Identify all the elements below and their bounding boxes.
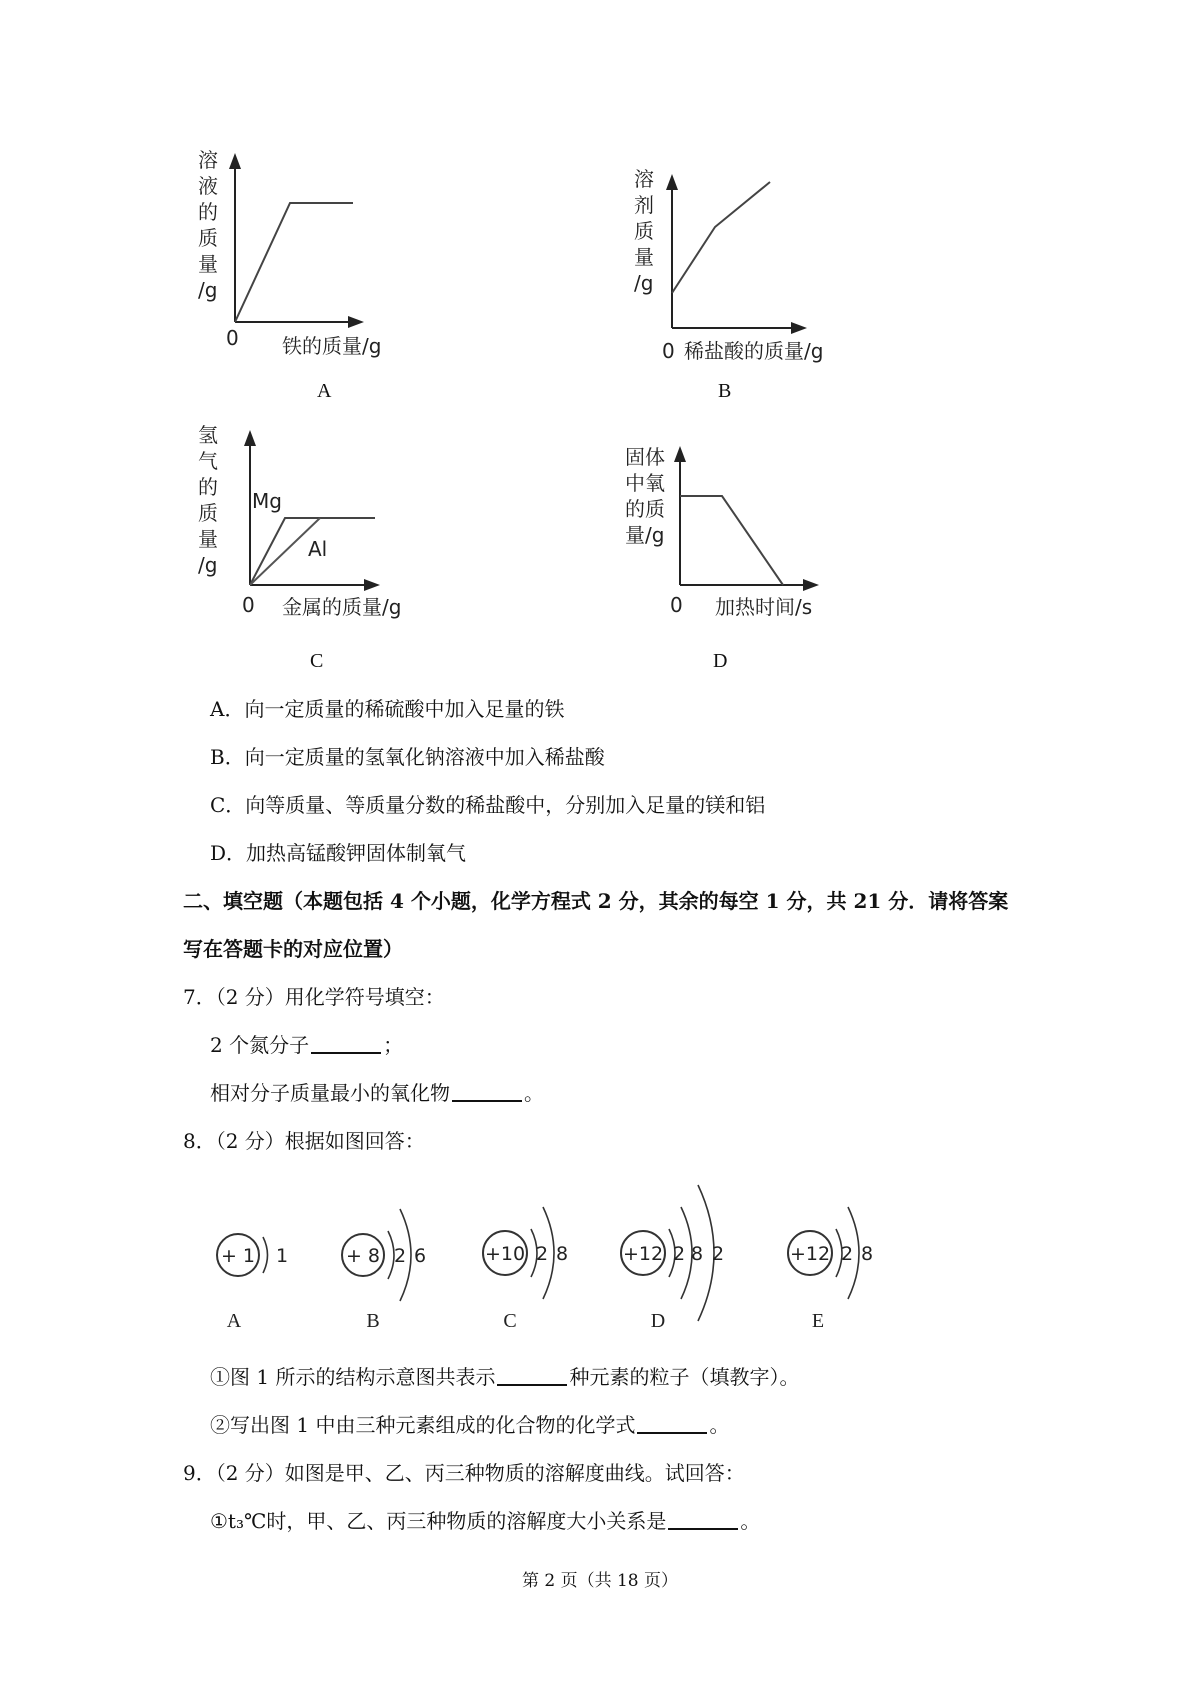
option-c: C．向等质量、等质量分数的稀盐酸中，分别加入足量的镁和铝 — [210, 793, 766, 817]
atom-c — [483, 1207, 568, 1332]
xlabel: 金属的质量/g — [282, 595, 402, 619]
x-axis-arrow — [803, 579, 819, 591]
atom-label: D — [650, 1310, 666, 1332]
ylabel-char: 量 — [198, 252, 218, 276]
answer-blank[interactable] — [311, 1034, 381, 1054]
shell-count: 8 — [861, 1243, 874, 1265]
ylabel-line: 固体 — [625, 445, 665, 469]
shell-count: 1 — [276, 1245, 289, 1267]
graph-b — [630, 160, 860, 380]
origin-label: 0 — [662, 339, 675, 363]
answer-blank[interactable] — [497, 1366, 567, 1386]
shell-count: 6 — [414, 1245, 427, 1267]
graph-d-caption: D — [713, 650, 728, 672]
y-axis-arrow — [229, 153, 241, 169]
ylabel-char: 液 — [198, 174, 218, 198]
xlabel: 稀盐酸的质量/g — [684, 339, 824, 363]
atom-structure-diagram — [200, 1175, 900, 1345]
answer-blank[interactable] — [668, 1510, 738, 1530]
origin-label: 0 — [226, 326, 239, 350]
y-axis-arrow — [674, 446, 686, 462]
answer-blank[interactable] — [452, 1082, 522, 1102]
question-7-a — [210, 1033, 403, 1057]
ylabel-char: 溶 — [198, 148, 218, 172]
atom-a — [217, 1234, 288, 1332]
ylabel-char: /g — [198, 278, 218, 302]
question-7-stem: 7．（2 分）用化学符号填空： — [183, 985, 445, 1009]
section-heading: 二、填空题（本题包括 4 个小题，化学方程式 2 分，其余的每空 1 分，共 21 分．请将答案 — [183, 889, 1009, 913]
ylabel-char: 量 — [634, 245, 654, 269]
xlabel: 铁的质量/g — [282, 334, 382, 358]
q8-a-end: 种元素的粒子（填教字）。 — [569, 1365, 800, 1389]
series-label-al: Al — [308, 537, 328, 561]
question-9-a — [210, 1509, 760, 1533]
shell-count: 8 — [556, 1243, 569, 1265]
ylabel-line: 中氧 — [625, 471, 665, 495]
ylabel-char: 气 — [198, 449, 218, 473]
shell-count: 2 — [536, 1243, 549, 1265]
option-a: A．向一定质量的稀硫酸中加入足量的铁 — [210, 697, 565, 721]
atom-d — [621, 1185, 724, 1332]
ylabel-char: 溶 — [634, 167, 654, 191]
answer-blank[interactable] — [637, 1414, 707, 1434]
q7-b-text: 相对分子质量最小的氧化物 — [210, 1081, 450, 1105]
q7-a-text: 2 个氮分子 — [210, 1033, 310, 1057]
shell-count: 8 — [691, 1243, 704, 1265]
atom-e — [788, 1207, 873, 1332]
q8-b-end: 。 — [709, 1413, 730, 1437]
ylabel-char: 的 — [198, 200, 218, 224]
section-heading-cont: 写在答题卡的对应位置） — [183, 937, 403, 961]
ylabel-line: 的质 — [625, 497, 665, 521]
atom-label: C — [503, 1310, 517, 1332]
nucleus-charge: + 8 — [345, 1245, 381, 1267]
atom-label: A — [226, 1310, 242, 1332]
atom-b — [342, 1209, 426, 1332]
question-8-a — [210, 1365, 799, 1389]
graph-b-ylabel — [634, 167, 654, 295]
ylabel-char: 质 — [634, 219, 654, 243]
ylabel-char: 质 — [198, 226, 218, 250]
nucleus-charge: +10 — [484, 1243, 526, 1265]
question-7-b — [210, 1081, 544, 1105]
curve — [672, 182, 770, 293]
x-axis-arrow — [364, 579, 380, 591]
shell-count: 2 — [841, 1243, 854, 1265]
q9-a-end: 。 — [740, 1509, 761, 1533]
origin-label: 0 — [242, 593, 255, 617]
ylabel-char: 量 — [198, 527, 218, 551]
shell-count: 2 — [673, 1243, 686, 1265]
question-9-stem: 9．（2 分）如图是甲、乙、丙三种物质的溶解度曲线。试回答： — [183, 1461, 745, 1485]
graph-b-caption: B — [718, 380, 732, 402]
curve — [235, 203, 353, 322]
series-label-mg: Mg — [252, 489, 282, 513]
ylabel-char: 质 — [198, 501, 218, 525]
ylabel-char: 氢 — [198, 423, 218, 447]
curve — [680, 496, 783, 585]
q8-b-text: ②写出图 1 中由三种元素组成的化合物的化学式 — [210, 1413, 636, 1437]
y-axis-arrow — [244, 430, 256, 446]
graph-a-caption: A — [317, 380, 332, 402]
ylabel-char: 的 — [198, 475, 218, 499]
shell-count: 2 — [712, 1243, 725, 1265]
ylabel-line: 量/g — [625, 523, 665, 547]
graph-a-ylabel — [198, 148, 218, 302]
x-axis-arrow — [348, 316, 364, 328]
option-b: B．向一定质量的氢氧化钠溶液中加入稀盐酸 — [210, 745, 605, 769]
graph-d — [625, 440, 855, 640]
x-axis-arrow — [791, 322, 807, 334]
q8-a-text: ①图 1 所示的结构示意图共表示 — [210, 1365, 496, 1389]
graph-c-caption: C — [310, 650, 324, 672]
atom-label: B — [366, 1310, 380, 1332]
y-axis-arrow — [666, 174, 678, 190]
nucleus-charge: +12 — [789, 1243, 831, 1265]
xlabel: 加热时间/s — [715, 595, 813, 619]
graph-c — [190, 420, 430, 640]
shell-count: 2 — [394, 1245, 407, 1267]
q7-a-end: ； — [383, 1033, 404, 1057]
nucleus-charge: + 1 — [220, 1245, 256, 1267]
q9-a-text: ①t₃℃时，甲、乙、丙三种物质的溶解度大小关系是 — [210, 1509, 667, 1533]
atom-label: E — [811, 1310, 825, 1332]
graph-d-ylabel — [625, 445, 665, 547]
electron-shell — [263, 1237, 268, 1273]
ylabel-char: 剂 — [634, 193, 654, 217]
ylabel-char: /g — [198, 553, 218, 577]
page-footer: 第 2 页（共 18 页） — [521, 1571, 679, 1591]
graph-c-ylabel — [198, 423, 218, 577]
option-d: D．加热高锰酸钾固体制氧气 — [210, 841, 467, 865]
origin-label: 0 — [670, 593, 683, 617]
graph-a — [190, 145, 430, 380]
q7-b-end: 。 — [524, 1081, 544, 1105]
nucleus-charge: +12 — [622, 1243, 664, 1265]
question-8-stem: 8．（2 分）根据如图回答： — [183, 1129, 425, 1153]
ylabel-char: /g — [634, 271, 654, 295]
question-8-b — [210, 1413, 729, 1437]
